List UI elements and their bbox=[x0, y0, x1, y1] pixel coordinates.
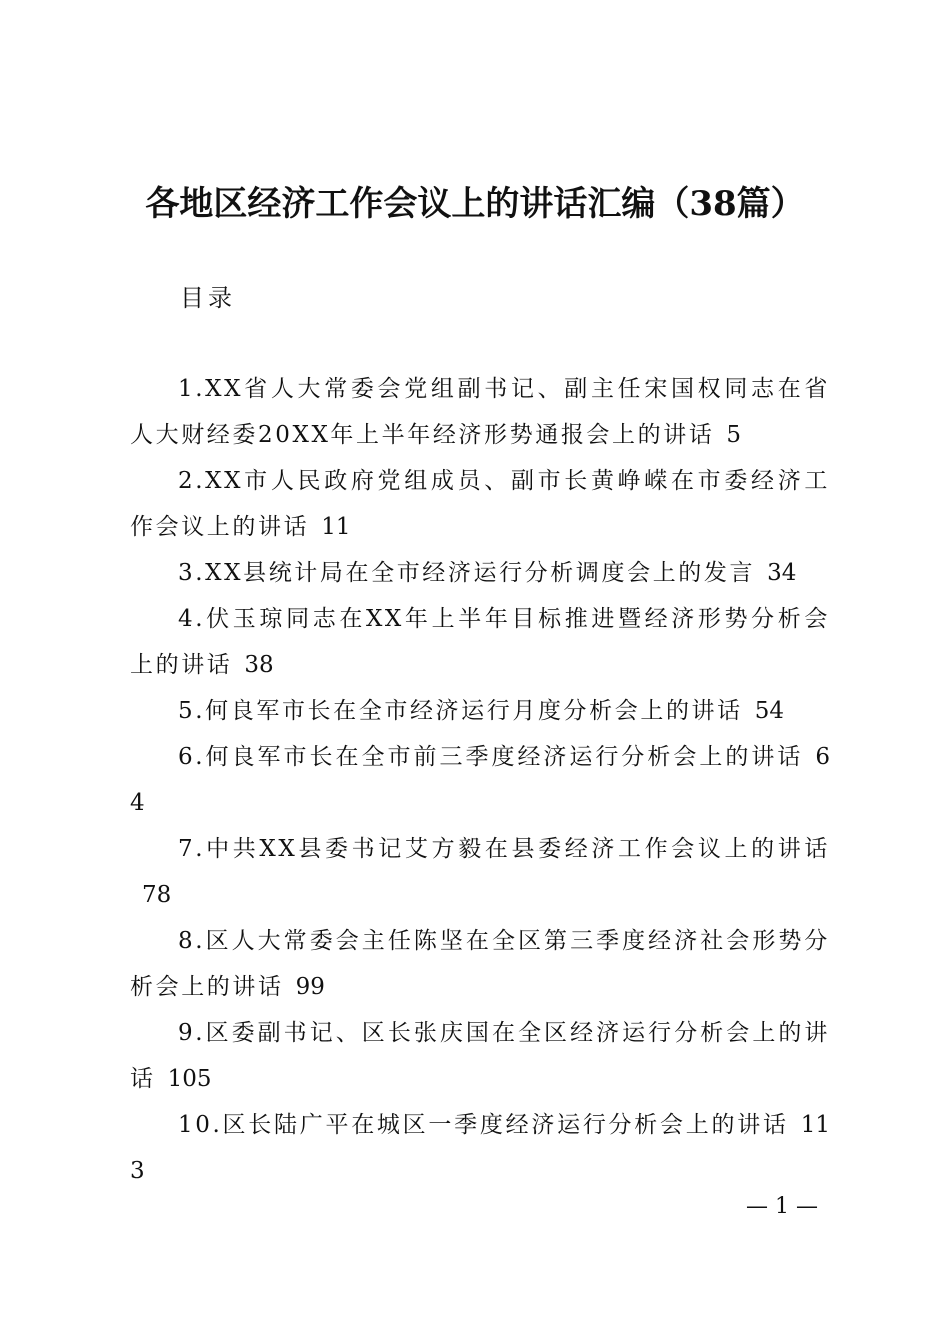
toc-item-9[interactable] bbox=[130, 1010, 830, 1102]
toc-heading: 目录 bbox=[180, 284, 236, 312]
toc-item-1[interactable] bbox=[130, 366, 830, 458]
toc-item-page: 64 bbox=[130, 744, 830, 816]
toc-item-title: 4.伏玉琼同志在XX年上半年目标推进暨经济形势分析会上的讲话 bbox=[130, 606, 830, 678]
toc-item-page: 38 bbox=[244, 652, 274, 678]
toc-item-8[interactable] bbox=[130, 918, 830, 1010]
page-number: — 1 — bbox=[746, 1194, 818, 1219]
toc-item-title: 5.何良军市长在全市经济运行月度分析会上的讲话 bbox=[178, 698, 743, 724]
toc-item-title: 3.XX县统计局在全市经济运行分析调度会上的发言 bbox=[178, 560, 756, 586]
toc-item-10[interactable] bbox=[130, 1102, 830, 1194]
toc-item-page: 34 bbox=[767, 560, 797, 586]
toc-item-page: 11 bbox=[321, 514, 351, 540]
toc-item-page: 5 bbox=[726, 422, 742, 448]
toc-item-2[interactable] bbox=[130, 458, 830, 550]
toc-item-title: 7.中共XX县委书记艾方毅在县委经济工作会议上的讲话 bbox=[178, 836, 830, 862]
toc-item-title: 8.区人大常委会主任陈坚在全区第三季度经济社会形势分析会上的讲话 bbox=[130, 928, 830, 1000]
toc-item-page: 99 bbox=[295, 974, 325, 1000]
toc-item-page: 113 bbox=[130, 1112, 830, 1184]
table-of-contents bbox=[130, 366, 830, 1194]
toc-item-title: 2.XX市人民政府党组成员、副市长黄峥嵘在市委经济工作会议上的讲话 bbox=[130, 468, 830, 540]
toc-item-7[interactable] bbox=[130, 826, 830, 918]
toc-item-3[interactable] bbox=[130, 550, 830, 596]
toc-item-4[interactable] bbox=[130, 596, 830, 688]
toc-item-page: 78 bbox=[142, 882, 172, 908]
toc-item-title: 10.区长陆广平在城区一季度经济运行分析会上的讲话 bbox=[178, 1112, 789, 1138]
toc-item-title: 1.XX省人大常委会党组副书记、副主任宋国权同志在省人大财经委20XX年上半年经济形势通报会上的讲话 bbox=[130, 376, 830, 448]
toc-item-title: 6.何良军市长在全市前三季度经济运行分析会上的讲话 bbox=[178, 744, 804, 770]
toc-item-6[interactable] bbox=[130, 734, 830, 826]
document-title: 各地区经济工作会议上的讲话汇编（38篇） bbox=[145, 184, 805, 224]
toc-item-page: 54 bbox=[754, 698, 785, 724]
toc-item-page: 105 bbox=[167, 1066, 212, 1092]
toc-item-5[interactable] bbox=[130, 688, 830, 734]
toc-item-title: 9.区委副书记、区长张庆国在全区经济运行分析会上的讲话 bbox=[130, 1020, 830, 1092]
